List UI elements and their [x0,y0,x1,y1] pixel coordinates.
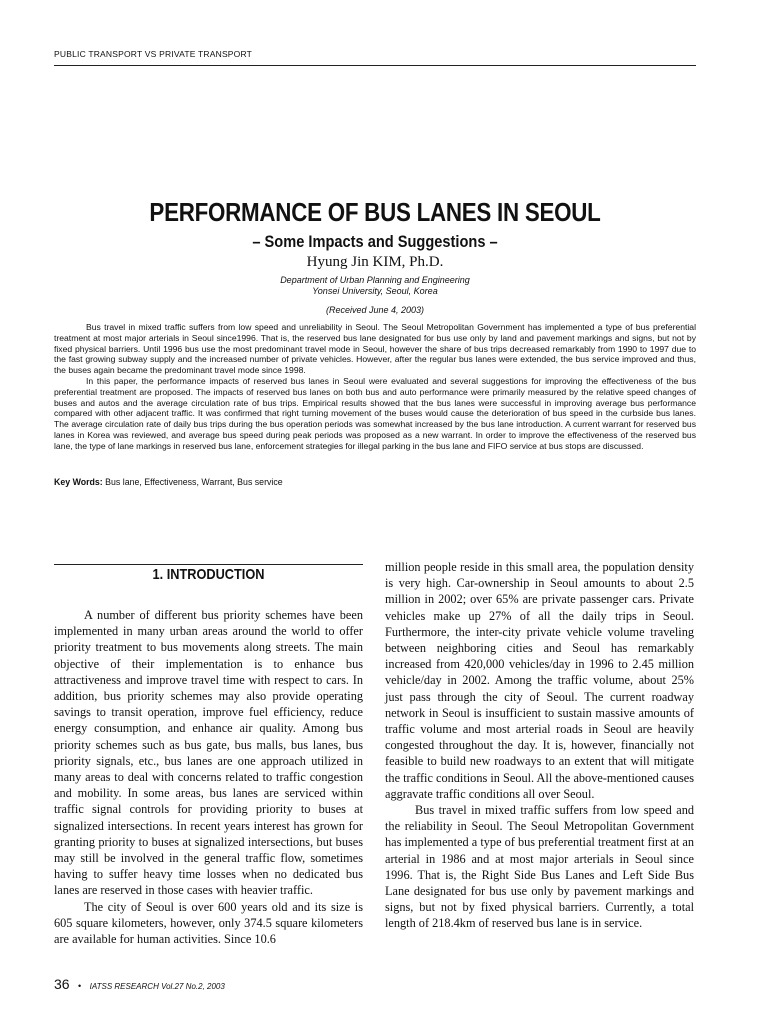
keywords-label: Key Words: [54,477,103,487]
body-paragraph: Bus travel in mixed traffic suffers from low speed and the reliability in Seoul. The Seoul Metropolitan Government has implemented a type of bus preferential treatment first at an arterial in 1986 and at most major arterials in Seoul since 1996. That is, the Right Side Bus Lanes and Left Side Bus Lane designated for bus use only by pavement markings and signs, but not by fixed physical barriers. Currently, a total length of 218.4km of reserved bus lane is in service. [385,803,694,931]
received-date: (Received June 4, 2003) [325,305,425,315]
author-name: Hyung Jin KIM, Ph.D. [306,254,444,270]
keywords [54,477,696,487]
department: Department of Urban Planning and Engineering [280,275,470,285]
journal-citation: IATSS RESEARCH Vol.27 No.2, 2003 [89,982,225,991]
section-heading: 1. INTRODUCTION [152,566,265,583]
university: Yonsei University, Seoul, Korea [312,286,438,296]
article-title: PERFORMANCE OF BUS LANES IN SEOUL [149,197,601,227]
article-subtitle: – Some Impacts and Suggestions – [252,232,498,251]
body-paragraph: The city of Seoul is over 600 years old and its size is 605 square kilometers, however, only 374.5 square kilometers are available for human activities. Since 10.6 [54,899,363,947]
section-rule [54,564,363,565]
keywords-list: Bus lane, Effectiveness, Warrant, Bus service [105,477,283,487]
abstract-paragraph: Bus travel in mixed traffic suffers from low speed and unreliability in Seoul. The Seoul Metropolitan Government has implemented a type of bus preferential treatment at most major arterials in Seoul since1996. That is, the reserved bus lane designated for bus use only by land and pavement markings and signs, but not by fixed physical barriers. Until 1996 bus use the most predominant travel mode in Seoul, however the share of bus trips decreased remarkably from 1990 to 1997 due to the fast growing subway supply and the increased number of private vehicles. However, after the regular bus lanes were extended, the bus service improved and thus, the buses again became the predominant travel mode since 1998. [54,322,696,376]
body-paragraph: million people reside in this small area, the population density is very high. Car-ownership in Seoul amounts to about 2.5 million in 2002; over 65% are private passenger cars. Private vehicles make up 27% of all the daily trips in Seoul. Furthermore, the inter-city private vehicle volume traveling between neighboring cities and Seoul has remarkably increased from 420,000 vehicles/day in 1996 to 2.45 million vehicle/day in 2002. Among the traffic volume, about 25% just pass through the city of Seoul. The current roadway network in Seoul is insufficient to sustain massive amounts of traffic volume and most arterial roads in Seoul are heavily congested throughout the day. It is, however, financially not feasible to build new roadways to an extent that will mitigate the traffic conditions in Seoul. All the above-mentioned causes aggravate traffic conditions all over Seoul. [385,560,694,801]
abstract-paragraph: In this paper, the performance impacts of reserved bus lanes in Seoul were evaluated and several suggestions for improving the effectiveness of the bus preferential treatment are proposed. The impacts of reserved bus lanes on both bus and auto performance were primarily measured by the relative speed changes of buses and autos and the average circulation rate of bus trips. Empirical results showed that the bus lanes were successful in improving average bus performance compared with other adjacent traffic. It was confirmed that right turning movement of the buses would cause the deterioration of bus speed in the curbside bus lanes. The average circulation rate of daily bus trips during the bus operation periods was somewhat increased by the bus lane introduction. A current warrant for reserved bus lanes in Korea was reviewed, and average bus speed during peak periods was proposed as a new warrant. In order to improve the effectiveness of the reserved bus lane, the type of lane markings in reserved bus lane, enforcement strategies for illegal parking in the bus lane and FIFO service at bus stops are discussed. [54,375,696,451]
body-paragraph: A number of different bus priority schemes have been implemented in many urban areas around the world to offer priority treatment to bus movements along streets. The main objective of their implementation is to enhance bus attractiveness and improve travel time with respect to cars. In addition, bus priority schemes may also provide operating savings to transit operation, improve fuel efficiency, reduce energy consumption, and enhance air quality. Among bus priority schemes such as bus gate, bus malls, bus lanes, bus priority signals, etc., bus lanes are one approach utilized in many areas to deal with concerns related to traffic congestion and mobility. In some areas, bus lanes are serviced within traffic signal controls for providing priority to buses at signalized intersections. In recent years interest has grown for granting priority to buses at signalized intersections, but buses may still be involved in the general traffic flow, sometimes having to suffer heavy time losses when no dedicated bus lanes are reserved in those cases with heavier traffic. [54,608,363,898]
body-column-left [54,607,363,947]
running-head: PUBLIC TRANSPORT VS PRIVATE TRANSPORT [54,49,253,59]
page-footer [54,976,225,994]
header-rule [54,65,696,66]
body-column-right [385,559,694,932]
page-number: 36 [54,976,70,992]
abstract [54,322,696,452]
bullet-separator: • [78,981,82,991]
